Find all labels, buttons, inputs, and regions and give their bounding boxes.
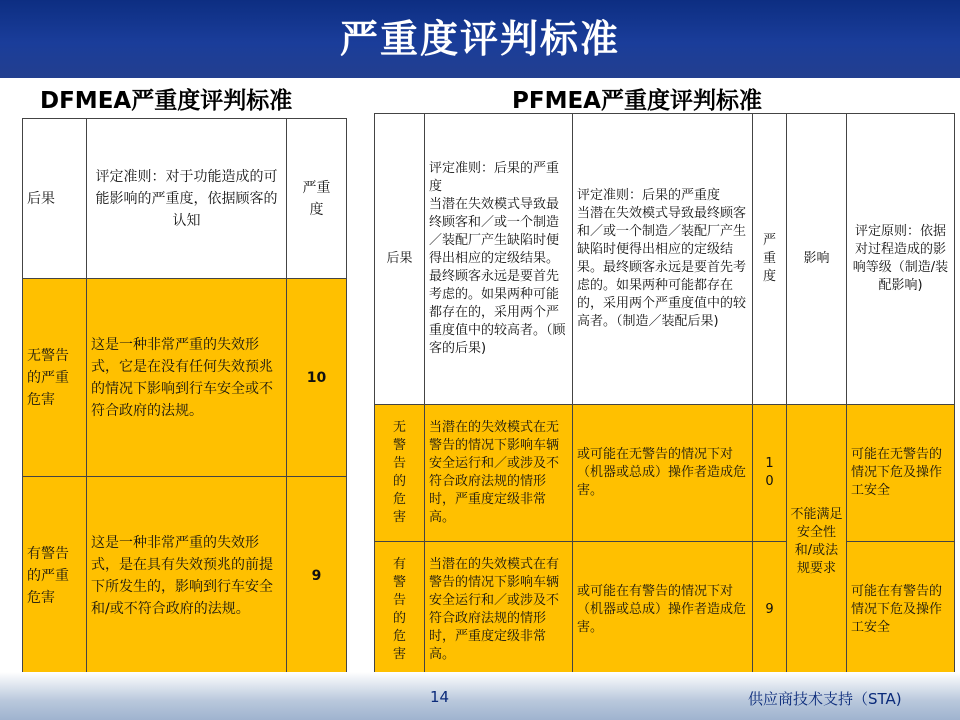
row-manufacturing-criteria: 或可能在有警告的情况下对（机器或总成）操作者造成危害。	[573, 542, 753, 679]
table-row	[375, 542, 955, 679]
row-customer-criteria: 当潜在的失效模式在有警告的情况下影响车辆安全运行和／或涉及不符合政府法规的情形时，严重度定级非常高。	[425, 542, 573, 679]
row-consequence: 无警告的危害	[375, 405, 425, 542]
header-consequence: 后果	[23, 119, 87, 279]
page-number: 14	[430, 688, 450, 706]
header-criteria-manufacturing: 评定准则：后果的严重度 当潜在失效模式导致最终顾客和／或一个制造／装配厂产生缺陷时便得出相应的定级结果。最终顾客永远是要首先考虑的。如果两种可能都存在的，采用两个严重度值中的较高者。（制造／装配后果)	[573, 114, 753, 405]
header-criteria-customer: 评定准则：后果的严重度 当潜在失效模式导致最终顾客和／或一个制造／装配厂产生缺陷时便得出相应的定级结果。最终顾客永远是要首先考虑的。如果两种可能都存在的，采用两个严重度值中的较高者。（顾客的后果)	[425, 114, 573, 405]
row-severity: 10	[287, 279, 347, 477]
table-row	[375, 405, 955, 542]
header-consequence: 后果	[375, 114, 425, 405]
row-customer-criteria: 当潜在的失效模式在无警告的情况下影响车辆安全运行和／或涉及不符合政府法规的情形时，严重度定级非常高。	[425, 405, 573, 542]
dfmea-table	[22, 118, 347, 675]
header-principle: 评定原则：依据对过程造成的影响等级（制造/装配影响)	[847, 114, 955, 405]
row-severity: 9	[287, 477, 347, 675]
row-severity: 10	[753, 405, 787, 542]
header-effect: 影响	[787, 114, 847, 405]
header-criteria: 评定准则：对于功能造成的可能影响的严重度，依据顾客的认知	[87, 119, 287, 279]
row-principle: 可能在有警告的情况下危及操作工安全	[847, 542, 955, 679]
row-principle: 可能在无警告的情况下危及操作工安全	[847, 405, 955, 542]
header-severity: 严重度	[753, 114, 787, 405]
pfmea-table	[374, 113, 955, 679]
page-title: 严重度评判标准	[339, 17, 620, 61]
row-criteria: 这是一种非常严重的失效形式，它是在没有任何失效预兆的情况下影响到行车安全或不符合政府的法规。	[87, 279, 287, 477]
table-row	[23, 279, 347, 477]
row-manufacturing-criteria: 或可能在无警告的情况下对（机器或总成）操作者造成危害。	[573, 405, 753, 542]
table-header-row	[23, 119, 347, 279]
footer-text: 供应商技术支持（STA)	[748, 690, 902, 708]
row-consequence: 有警告的严重危害	[23, 477, 87, 675]
effect-merged-cell: 不能满足安全性和/或法规要求	[787, 405, 847, 679]
row-criteria: 这是一种非常严重的失效形式，是在具有失效预兆的前提下所发生的，影响到行车安全和/或不符合政府的法规。	[87, 477, 287, 675]
row-consequence: 无警告的严重危害	[23, 279, 87, 477]
table-row	[23, 477, 347, 675]
row-severity: 9	[753, 542, 787, 679]
pfmea-subtitle: PFMEA严重度评判标准	[512, 88, 762, 114]
dfmea-subtitle: DFMEA严重度评判标准	[40, 88, 293, 114]
row-consequence: 有警告的危害	[375, 542, 425, 679]
header-severity: 严重度	[287, 119, 347, 279]
table-header-row	[375, 114, 955, 405]
